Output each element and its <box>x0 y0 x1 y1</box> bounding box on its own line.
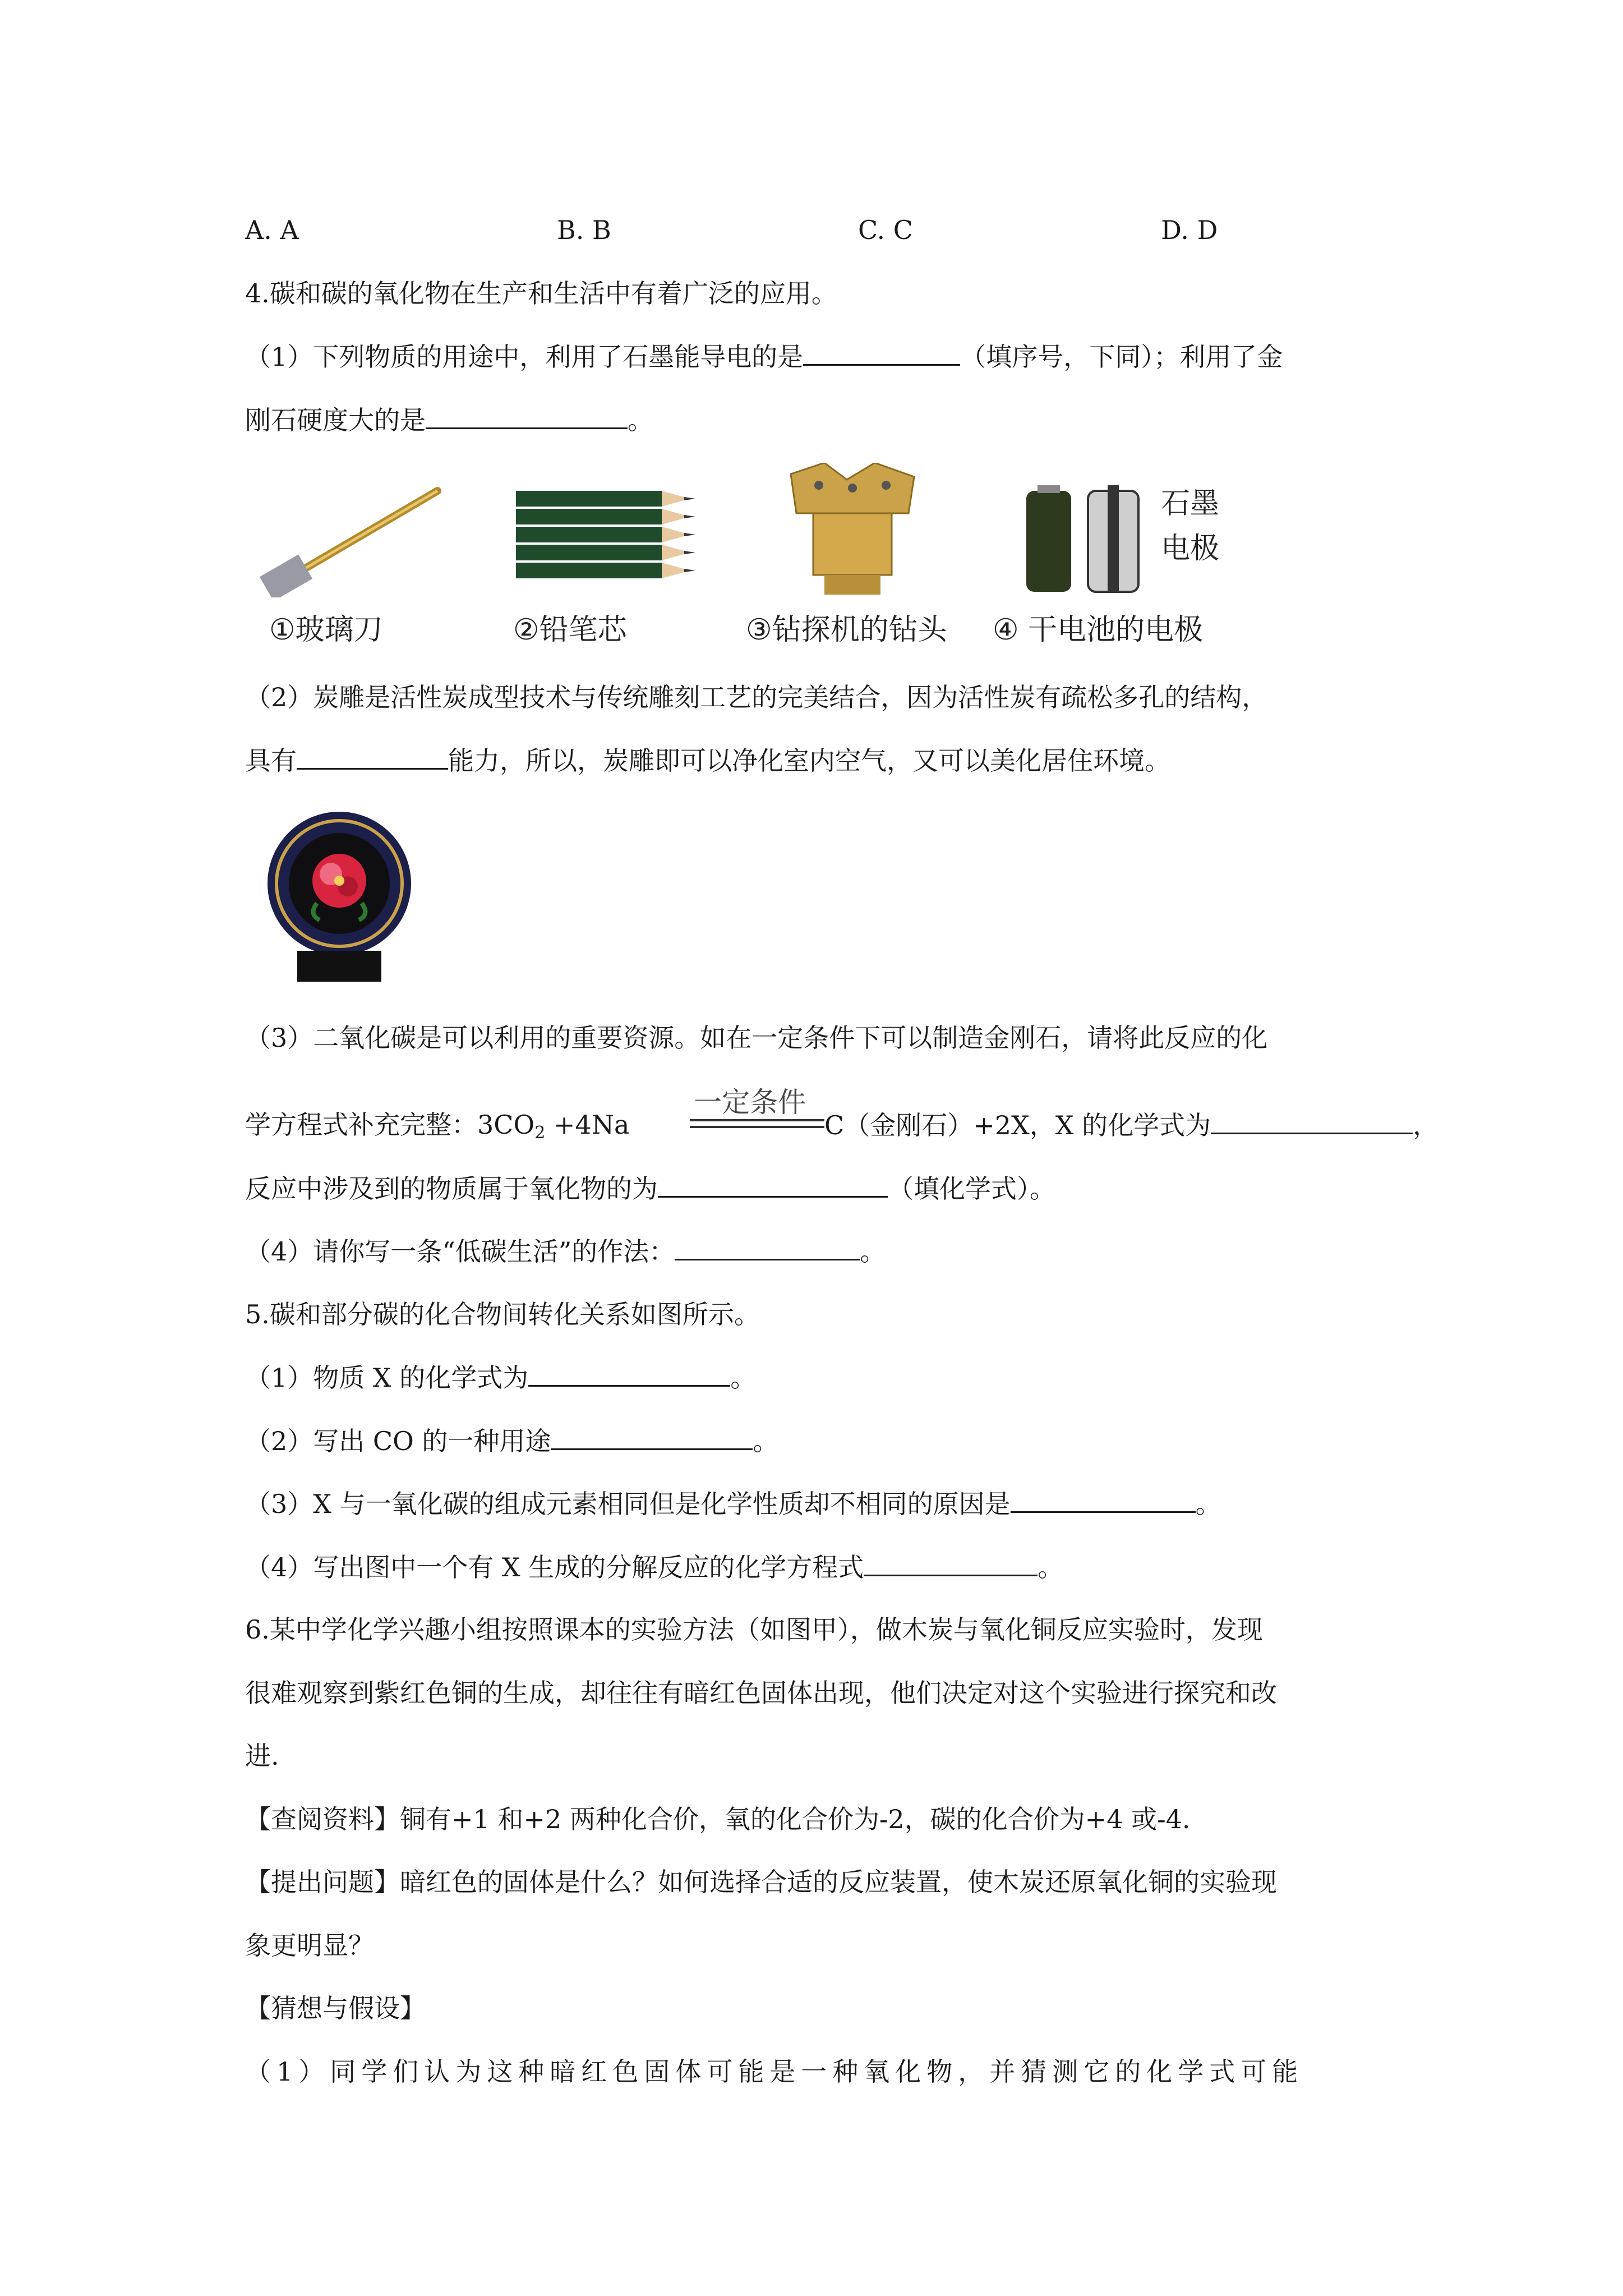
battery-image <box>1021 480 1150 597</box>
q4-part1-text-d: 。 <box>628 405 653 435</box>
q4-part2-text-a: 具有 <box>245 746 297 776</box>
q4-part4-text-b: 。 <box>860 1236 886 1267</box>
equation-text-c: C（金刚石）+2X，X 的化学式为 <box>824 1110 1211 1140</box>
answer-blank[interactable] <box>426 403 628 429</box>
q5-part3-text-b: 。 <box>1195 1489 1221 1519</box>
q5-part4-text-b: 。 <box>1038 1552 1064 1582</box>
answer-blank[interactable] <box>528 1360 730 1387</box>
q5-stem: 5.碳和部分碳的化合物间转化关系如图所示。 <box>245 1299 760 1329</box>
q4-part2-line1: （2）炭雕是活性炭成型技术与传统雕刻工艺的完美结合，因为活性炭有疏松多孔的结构， <box>245 682 1268 712</box>
q4-part4-text-a: （4）请你写一条“低碳生活”的作法： <box>245 1236 675 1267</box>
equation-text-a: 学方程式补充完整：3CO <box>245 1110 535 1140</box>
equation-subscript: 2 <box>534 1123 546 1143</box>
carbon-carving-image <box>264 808 415 987</box>
q6-hypothesis-part1: （1）同学们认为这种暗红色固体可能是一种氧化物，并猜测它的化学式可能 <box>245 2056 1304 2087</box>
q5-part2-text-b: 。 <box>753 1426 779 1456</box>
image-label-3: ③钻探机的钻头 <box>746 613 947 647</box>
battery-tag-2: 电极 <box>1161 532 1220 565</box>
answer-blank[interactable] <box>658 1171 888 1198</box>
q6-line2: 很难观察到紫红色铜的生成，却往往有暗红色固体出现，他们决定对这个实验进行探究和改 <box>245 1678 1277 1708</box>
answer-blank[interactable] <box>675 1234 860 1260</box>
q4-part1-line1 <box>245 339 1283 374</box>
q6-line3: 进. <box>245 1741 279 1771</box>
q5-part1-text-a: （1）物质 X 的化学式为 <box>245 1363 529 1393</box>
q4-part2-line2 <box>245 743 1170 777</box>
answer-blank[interactable] <box>1011 1487 1196 1513</box>
image-label-4: ④ 干电池的电极 <box>993 613 1204 647</box>
q4-part3-line1: （3）二氧化碳是可以利用的重要资源。如在一定条件下可以制造金刚石，请将此反应的化 <box>245 1023 1268 1053</box>
equals-line-top <box>690 1119 824 1121</box>
option-b: B. B <box>557 215 611 245</box>
q6-info: 【查阅资料】铜有+1 和+2 两种化合价，氧的化合价为-2，碳的化合价为+4 或-4. <box>245 1804 1191 1834</box>
q5-part4-text-a: （4）写出图中一个有 X 生成的分解反应的化学方程式 <box>245 1552 864 1582</box>
pencil-leads-image <box>510 480 712 597</box>
option-c: C. C <box>858 215 913 245</box>
q4-part3-line2-left <box>245 1108 629 1150</box>
drill-bit-image <box>780 463 925 597</box>
q5-part3-text-a: （3）X 与一氧化碳的组成元素相同但是化学性质却不相同的原因是 <box>245 1489 1011 1519</box>
q4-part4 <box>245 1234 886 1268</box>
battery-tag-1: 石墨 <box>1161 487 1220 521</box>
option-d: D. D <box>1161 215 1218 245</box>
answer-blank[interactable] <box>803 339 960 366</box>
answer-blank[interactable] <box>551 1424 753 1450</box>
q6-question-line1: 【提出问题】暗红色的固体是什么？如何选择合适的反应装置，使木炭还原氧化铜的实验现 <box>245 1867 1277 1897</box>
q4-part3-line3 <box>245 1171 1055 1205</box>
answer-blank[interactable] <box>864 1550 1038 1576</box>
q5-part2 <box>245 1424 778 1458</box>
q5-part2-text-a: （2）写出 CO 的一种用途 <box>245 1426 551 1456</box>
q6-hypothesis-heading: 【猜想与假设】 <box>245 1993 426 2023</box>
q5-part1-text-b: 。 <box>730 1363 757 1393</box>
image-label-1: ①玻璃刀 <box>269 613 383 647</box>
q4-part1-text-b: （填序号，下同）；利用了金 <box>960 342 1283 372</box>
answer-blank[interactable] <box>1211 1108 1413 1134</box>
option-a: A. A <box>245 215 299 245</box>
reaction-condition: 一定条件 <box>694 1086 806 1119</box>
q4-part1-line2 <box>245 403 653 437</box>
equation-text-b: +4Na <box>545 1110 630 1140</box>
glass-cutter-image <box>258 480 443 597</box>
q4-part3-line2-right <box>824 1108 1438 1142</box>
equation-text-d: ， <box>1413 1110 1439 1140</box>
q4-stem: 4.碳和碳的氧化物在生产和生活中有着广泛的应用。 <box>245 278 837 309</box>
q4-part2-text-b: 能力，所以，炭雕即可以净化室内空气，又可以美化居住环境。 <box>448 746 1170 776</box>
q4-part1-text-c: 刚石硬度大的是 <box>245 405 426 435</box>
q6-question-line2: 象更明显？ <box>245 1930 374 1961</box>
equals-line-bottom <box>690 1126 824 1128</box>
q4-part3-text-a: 反应中涉及到的物质属于氧化物的为 <box>245 1174 658 1204</box>
answer-blank[interactable] <box>297 743 448 770</box>
q5-part4 <box>245 1550 1063 1584</box>
image-label-2: ②铅笔芯 <box>513 613 627 647</box>
q4-part3-text-b: （填化学式）。 <box>888 1174 1055 1204</box>
q6-line1: 6.某中学化学兴趣小组按照课本的实验方法（如图甲），做木炭与氧化铜反应实验时，发现 <box>245 1614 1263 1645</box>
q5-part3 <box>245 1487 1221 1521</box>
q5-part1 <box>245 1360 756 1395</box>
q4-part1-text-a: （1）下列物质的用途中，利用了石墨能导电的是 <box>245 342 804 372</box>
